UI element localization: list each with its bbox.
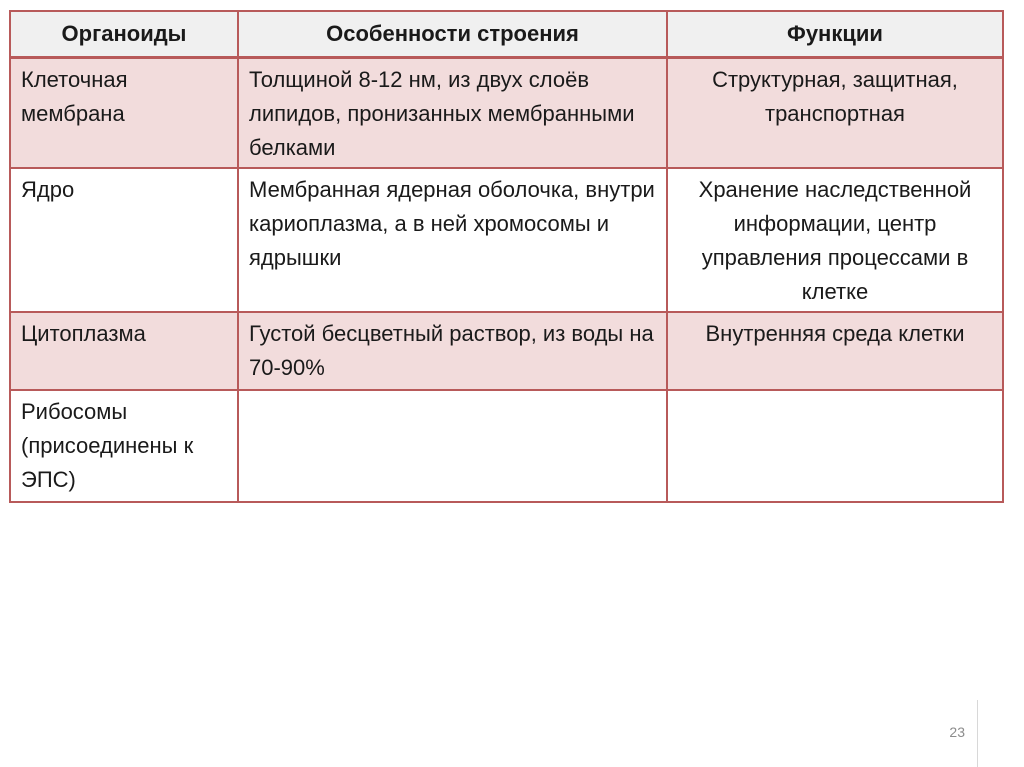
page-number: 23 (949, 724, 965, 740)
cell-name: Цитоплазма (10, 312, 238, 390)
table-row-cytoplasm (10, 312, 1003, 390)
table-row-ribosomes (10, 390, 1003, 502)
header-functions: Функции (667, 11, 1003, 58)
header-structure: Особенности строения (238, 11, 667, 58)
cell-function (667, 390, 1003, 502)
cell-structure: Мембранная ядерная оболочка, внутри кариоплазма, а в ней хромосомы и ядрышки (238, 168, 667, 312)
cell-name: Клеточная мембрана (10, 58, 238, 169)
cell-function: Структурная, защитная, транспортная (667, 58, 1003, 169)
cell-structure (238, 390, 667, 502)
table-header-row (10, 11, 1003, 58)
cell-function: Хранение наследственной информации, центр управления процессами в клетке (667, 168, 1003, 312)
table-row-nucleus (10, 168, 1003, 312)
header-organoids: Органоиды (10, 11, 238, 58)
cell-structure: Густой бесцветный раствор, из воды на 70-90% (238, 312, 667, 390)
cell-function: Внутренняя среда клетки (667, 312, 1003, 390)
divider-line (977, 700, 978, 767)
cell-name: Рибосомы (присоединены к ЭПС) (10, 390, 238, 502)
table-row-membrane (10, 58, 1003, 169)
organoids-table (9, 10, 1004, 503)
cell-name: Ядро (10, 168, 238, 312)
cell-structure: Толщиной 8-12 нм, из двух слоёв липидов, пронизанных мембранными белками (238, 58, 667, 169)
